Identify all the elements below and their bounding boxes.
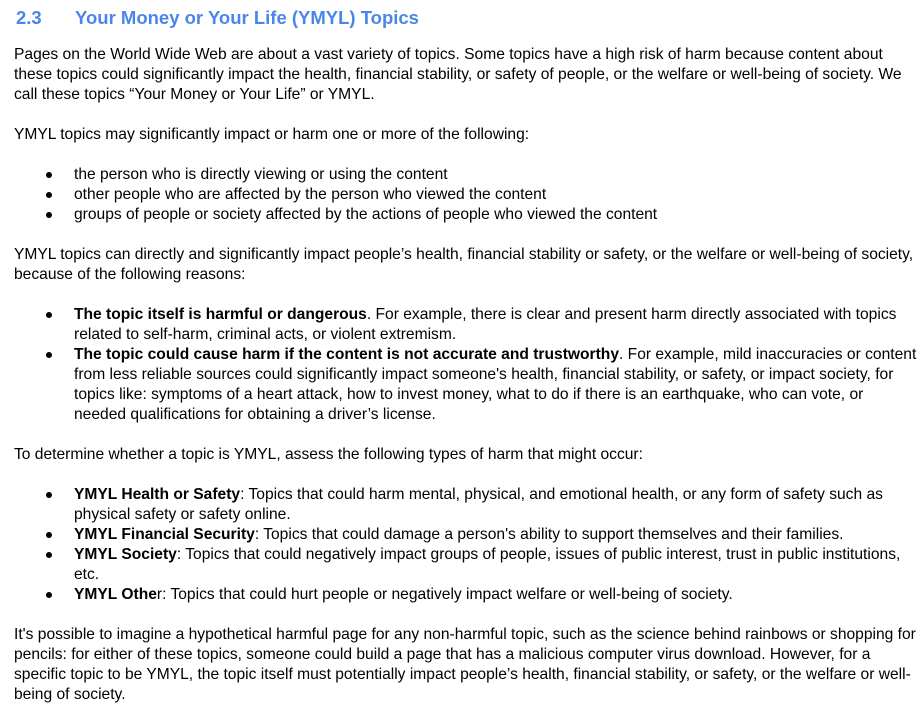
list3-intro: To determine whether a topic is YMYL, assess the following types of harm that might occur: <box>14 446 643 463</box>
document-body <box>14 45 918 725</box>
item-bold-label: The topic could cause harm if the content is not accurate and trustworthy <box>74 346 619 363</box>
item-text: r: Topics that could hurt people or negatively impact welfare or well-being of society. <box>156 586 733 603</box>
item-bold-label: YMYL Health or Safety <box>74 486 241 503</box>
section-title: Your Money or Your Life (YMYL) Topics <box>75 7 419 28</box>
bullet-icon <box>46 352 52 358</box>
section-heading <box>16 6 419 30</box>
list-item <box>14 525 918 545</box>
list-item <box>14 585 918 605</box>
intro-paragraph: Pages on the World Wide Web are about a vast variety of topics. Some topics have a high risk of harm because content about these topics could significantly impact the health, financial stability, or safety of people, or the welfare or well-being of society. We call these topics “Your Money or Your Life” or YMYL. <box>14 46 902 103</box>
section-number: 2.3 <box>16 7 42 28</box>
harm-reasons-list <box>14 305 918 425</box>
bullet-icon <box>46 552 52 558</box>
list1-intro: YMYL topics may significantly impact or harm one or more of the following: <box>14 126 530 143</box>
item-bold-label: The topic itself is harmful or dangerous <box>74 306 367 323</box>
list-item <box>14 545 918 585</box>
bullet-icon <box>46 312 52 318</box>
item-text: : Topics that could damage a person's ability to support themselves and their families. <box>254 526 844 543</box>
list-item: the person who is directly viewing or using the content <box>14 165 918 185</box>
item-bold-label: YMYL Financial Security <box>74 526 255 543</box>
item-text: : Topics that could harm mental, physical, and emotional health, or any form of safety such as physical safety or safety online. <box>74 486 883 523</box>
bullet-icon <box>46 592 52 598</box>
harm-targets-list <box>14 165 918 225</box>
bullet-icon <box>46 492 52 498</box>
item-text: . For example, there is clear and present harm directly associated with topics related to self-harm, criminal acts, or violent extremism. <box>74 306 897 343</box>
item-text: . For example, mild inaccuracies or content from less reliable sources could significantly impact someone's health, financial stability, or safety, or impact society, for topics like: symptoms of a heart attack, how to invest money, what to do if there is an earthquake, who can vote, or needed qualifications for obtaining a driver’s license. <box>74 346 917 423</box>
bullet-icon <box>46 532 52 538</box>
item-bold-label: YMYL Othe <box>74 586 157 603</box>
bullet-icon <box>46 192 52 198</box>
list-item <box>14 345 918 425</box>
list-item: other people who are affected by the person who viewed the content <box>14 185 918 205</box>
list-item: groups of people or society affected by the actions of people who viewed the content <box>14 205 918 225</box>
list2-intro: YMYL topics can directly and significantly impact people’s health, financial stability or safety, or the welfare or well-being of society, because of the following reasons: <box>14 246 914 283</box>
list-item <box>14 485 918 525</box>
bullet-icon <box>46 172 52 178</box>
item-text: : Topics that could negatively impact groups of people, issues of public interest, trust in public institutions, etc. <box>74 546 901 583</box>
list-item <box>14 305 918 345</box>
item-bold-label: YMYL Society <box>74 546 177 563</box>
closing-paragraph: It's possible to imagine a hypothetical harmful page for any non-harmful topic, such as the science behind rainbows or shopping for pencils: for either of these topics, someone could build a page that has a malicious computer virus download. However, for a specific topic to be YMYL, the topic itself must potentially impact people’s health, financial stability, or safety, or the welfare or well-being of society. <box>14 626 916 703</box>
harm-types-list <box>14 485 918 605</box>
bullet-icon <box>46 212 52 218</box>
